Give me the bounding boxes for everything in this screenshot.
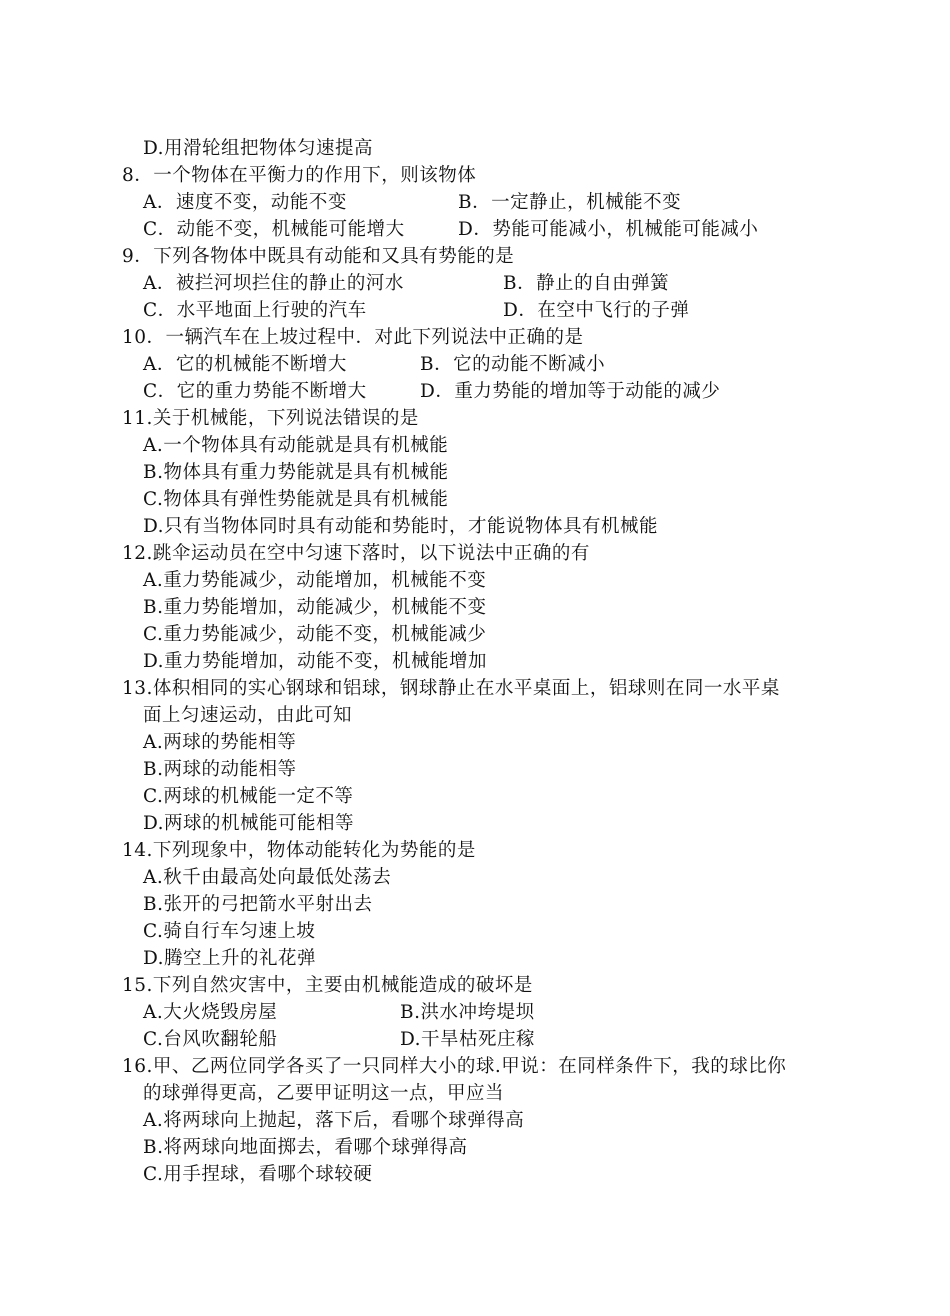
option-line: C．它的重力势能不断增大 bbox=[143, 381, 367, 402]
question-line: 14.下列现象中，物体动能转化为势能的是 bbox=[122, 840, 476, 861]
question-line: 9．下列各物体中既具有动能和又具有势能的是 bbox=[122, 246, 515, 267]
question-line: 13.体积相同的实心钢球和铝球，钢球静止在水平桌面上，铝球则在同一水平桌 bbox=[122, 678, 780, 699]
question-line: 10．一辆汽车在上坡过程中．对此下列说法中正确的是 bbox=[122, 327, 584, 348]
option-line: C.物体具有弹性势能就是具有机械能 bbox=[143, 489, 449, 510]
option-line: A.秋千由最高处向最低处荡去 bbox=[143, 867, 392, 888]
option-line: C.用手捏球，看哪个球较硬 bbox=[143, 1164, 373, 1185]
option-line: B.重力势能增加，动能减少，机械能不变 bbox=[143, 597, 487, 618]
option-line: A．速度不变，动能不变 bbox=[143, 192, 347, 213]
option-line: B.洪水冲垮堤坝 bbox=[400, 1002, 535, 1023]
option-line: D.重力势能增加，动能不变，机械能增加 bbox=[143, 651, 488, 672]
option-line: C.两球的机械能一定不等 bbox=[143, 786, 354, 807]
option-line: B.两球的动能相等 bbox=[143, 759, 297, 780]
option-line: B.张开的弓把箭水平射出去 bbox=[143, 894, 373, 915]
option-line: B.物体具有重力势能就是具有机械能 bbox=[143, 462, 449, 483]
option-line: 的球弹得更高，乙要甲证明这一点，甲应当 bbox=[143, 1083, 505, 1104]
question-line: 8．一个物体在平衡力的作用下，则该物体 bbox=[122, 165, 477, 186]
question-line: 15.下列自然灾害中，主要由机械能造成的破坏是 bbox=[122, 975, 533, 996]
option-line: D．势能可能减小，机械能可能减小 bbox=[458, 219, 759, 240]
option-line: A．它的机械能不断增大 bbox=[143, 354, 347, 375]
option-line: C．动能不变，机械能可能增大 bbox=[143, 219, 405, 240]
option-line: A.两球的势能相等 bbox=[143, 732, 297, 753]
option-line: 面上匀速运动，由此可知 bbox=[143, 705, 353, 726]
option-line: C．水平地面上行驶的汽车 bbox=[143, 300, 367, 321]
option-line: D.两球的机械能可能相等 bbox=[143, 813, 355, 834]
question-line: 16.甲、乙两位同学各买了一只同样大小的球.甲说：在同样条件下，我的球比你 bbox=[122, 1056, 787, 1077]
option-line: D.腾空上升的礼花弹 bbox=[143, 948, 317, 969]
option-line: D．在空中飞行的子弹 bbox=[503, 300, 690, 321]
option-line: C.重力势能减少，动能不变，机械能减少 bbox=[143, 624, 487, 645]
option-line: A.一个物体具有动能就是具有机械能 bbox=[143, 435, 449, 456]
option-line: A.大火烧毁房屋 bbox=[143, 1002, 278, 1023]
option-line: A.将两球向上抛起，落下后，看哪个球弹得高 bbox=[143, 1110, 525, 1131]
option-line: B．一定静止，机械能不变 bbox=[458, 192, 682, 213]
question-line: 11.关于机械能，下列说法错误的是 bbox=[122, 408, 419, 429]
option-line: B．它的动能不断减小 bbox=[420, 354, 606, 375]
option-line: C.骑自行车匀速上坡 bbox=[143, 921, 316, 942]
option-line: D．重力势能的增加等于动能的减少 bbox=[420, 381, 721, 402]
option-line: D.只有当物体同时具有动能和势能时，才能说物体具有机械能 bbox=[143, 516, 659, 537]
option-line: B．静止的自由弹簧 bbox=[503, 273, 670, 294]
option-line: A.重力势能减少，动能增加，机械能不变 bbox=[143, 570, 487, 591]
option-line: A．被拦河坝拦住的静止的河水 bbox=[143, 273, 404, 294]
option-line: D.干旱枯死庄稼 bbox=[400, 1029, 536, 1050]
question-line: 12.跳伞运动员在空中匀速下落时，以下说法中正确的有 bbox=[122, 543, 590, 564]
option-line: D.用滑轮组把物体匀速提高 bbox=[143, 138, 374, 159]
option-line: B.将两球向地面掷去，看哪个球弹得高 bbox=[143, 1137, 468, 1158]
option-line: C.台风吹翻轮船 bbox=[143, 1029, 278, 1050]
